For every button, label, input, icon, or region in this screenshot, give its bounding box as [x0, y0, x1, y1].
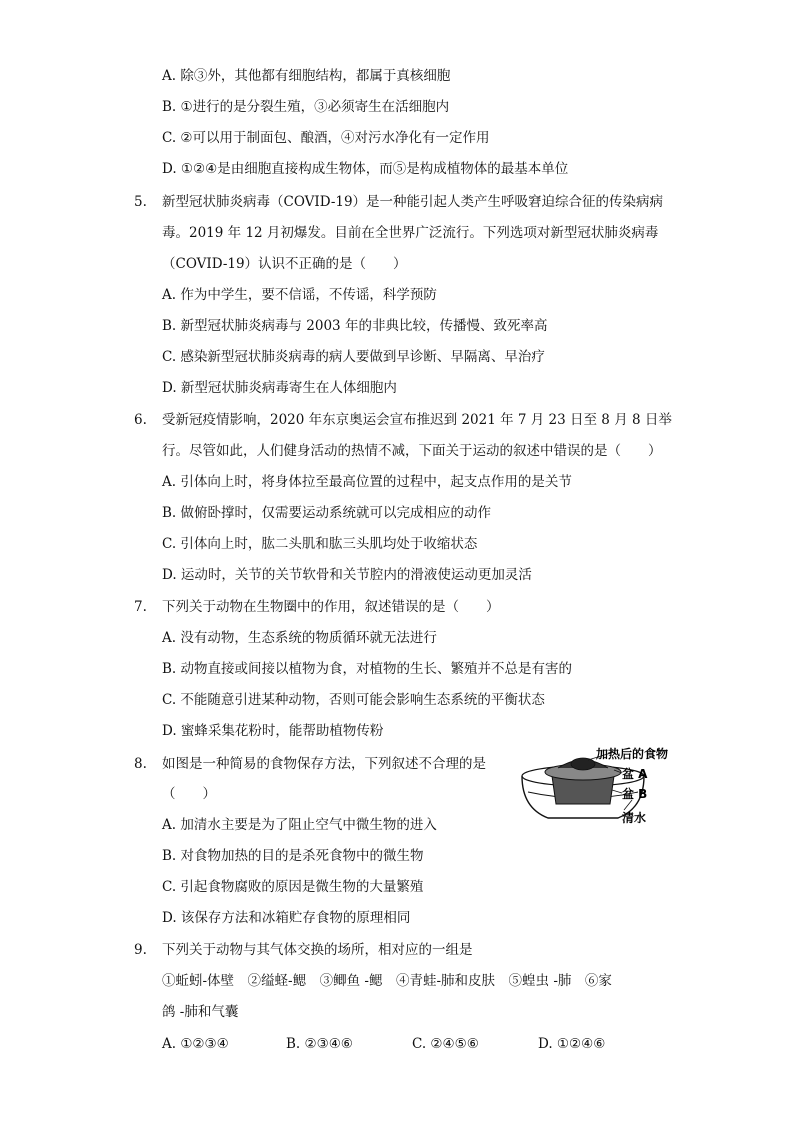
label-heated-food: 加热后的食物: [596, 747, 668, 761]
q7-option-c: C. 不能随意引进某种动物，否则可能会影响生态系统的平衡状态: [162, 692, 545, 708]
q8-number: 8.: [134, 756, 147, 772]
q9-option-a: A. ①②③④: [162, 1036, 229, 1052]
q9-stem-line-2: ①蚯蚓-体壁 ②缢蛏-鳃 ③鲫鱼 -鳃 ④青蛙-肺和皮肤 ⑤蝗虫 -肺 ⑥家: [162, 973, 612, 989]
q9-option-c: C. ②④⑤⑥: [412, 1036, 479, 1052]
q7-option-d: D. 蜜蜂采集花粉时，能帮助植物传粉: [162, 723, 384, 739]
q8-stem-line-1: 如图是一种简易的食物保存方法，下列叙述不合理的是: [162, 756, 486, 772]
q8-stem-line-2: （ ）: [162, 786, 216, 802]
label-basin-b: 盆 B: [622, 787, 648, 801]
q5-option-c: C. 感染新型冠状肺炎病毒的病人要做到早诊断、早隔离、早治疗: [162, 349, 545, 365]
q4-option-a: A. 除③外，其他都有细胞结构，都属于真核细胞: [162, 68, 451, 84]
leader-water: [624, 800, 632, 810]
q6-option-b: B. 做俯卧撑时，仅需要运动系统就可以完成相应的动作: [162, 505, 492, 521]
q5-number: 5.: [134, 194, 147, 210]
q4-option-d: D. ①②④是由细胞直接构成生物体，而⑤是构成植物体的最基本单位: [162, 161, 569, 177]
q7-option-a: A. 没有动物，生态系统的物质循环就无法进行: [162, 630, 437, 646]
leader-basin-b: [612, 790, 622, 793]
label-basin-a: 盆 A: [622, 767, 648, 781]
q5-option-d: D. 新型冠状肺炎病毒寄生在人体细胞内: [162, 380, 397, 396]
q9-option-b: B. ②③④⑥: [286, 1036, 353, 1052]
q8-option-b: B. 对食物加热的目的是杀死食物中的微生物: [162, 848, 424, 864]
q6-option-c: C. 引体向上时，肱二头肌和肱三头肌均处于收缩状态: [162, 536, 478, 552]
q4-option-c: C. ②可以用于制面包、酿酒，④对污水净化有一定作用: [162, 130, 490, 146]
q6-option-d: D. 运动时，关节的关节软骨和关节腔内的滑液使运动更加灵活: [162, 567, 532, 583]
q7-number: 7.: [134, 599, 147, 615]
q8-option-d: D. 该保存方法和冰箱贮存食物的原理相同: [162, 910, 411, 926]
q5-stem-line-3: （COVID-19）认识不正确的是（ ）: [162, 256, 407, 272]
q4-option-b: B. ①进行的是分裂生殖，③必须寄生在活细胞内: [162, 99, 450, 115]
food-preservation-diagram: [518, 746, 668, 834]
q9-number: 9.: [134, 942, 147, 958]
q5-stem-line-2: 毒。2019 年 12 月初爆发。目前在全世界广泛流行。下列选项对新型冠状肺炎病毒: [162, 225, 659, 241]
q6-stem-line-1: 受新冠疫情影响，2020 年东京奥运会宣布推迟到 2021 年 7 月 23 日至 8 月 8 日举: [162, 412, 672, 428]
q7-stem-line-1: 下列关于动物在生物圈中的作用，叙述错误的是（ ）: [162, 599, 500, 615]
q6-stem-line-2: 行。尽管如此，人们健身活动的热情不减，下面关于运动的叙述中错误的是（ ）: [162, 443, 662, 459]
q6-number: 6.: [134, 412, 147, 428]
q9-option-d: D. ①②④⑥: [538, 1036, 606, 1052]
q5-stem-line-1: 新型冠状肺炎病毒（COVID-19）是一种能引起人类产生呼吸窘迫综合征的传染病病: [162, 194, 664, 210]
q9-stem-line-3: 鸽 -肺和气囊: [162, 1004, 239, 1020]
q7-option-b: B. 动物直接或间接以植物为食，对植物的生长、繁殖并不总是有害的: [162, 661, 573, 677]
q5-option-a: A. 作为中学生，要不信谣，不传谣，科学预防: [162, 287, 437, 303]
q8-option-c: C. 引起食物腐败的原因是微生物的大量繁殖: [162, 879, 424, 895]
heated-food-shape: [571, 758, 595, 770]
q6-option-a: A. 引体向上时，将身体拉至最高位置的过程中，起支点作用的是关节: [162, 474, 572, 490]
label-water: 清水: [622, 811, 647, 825]
q5-option-b: B. 新型冠状肺炎病毒与 2003 年的非典比较，传播慢、致死率高: [162, 318, 548, 334]
q9-stem-line-1: 下列关于动物与其气体交换的场所，相对应的一组是: [162, 942, 473, 958]
q8-option-a: A. 加清水主要是为了阻止空气中微生物的进入: [162, 817, 437, 833]
